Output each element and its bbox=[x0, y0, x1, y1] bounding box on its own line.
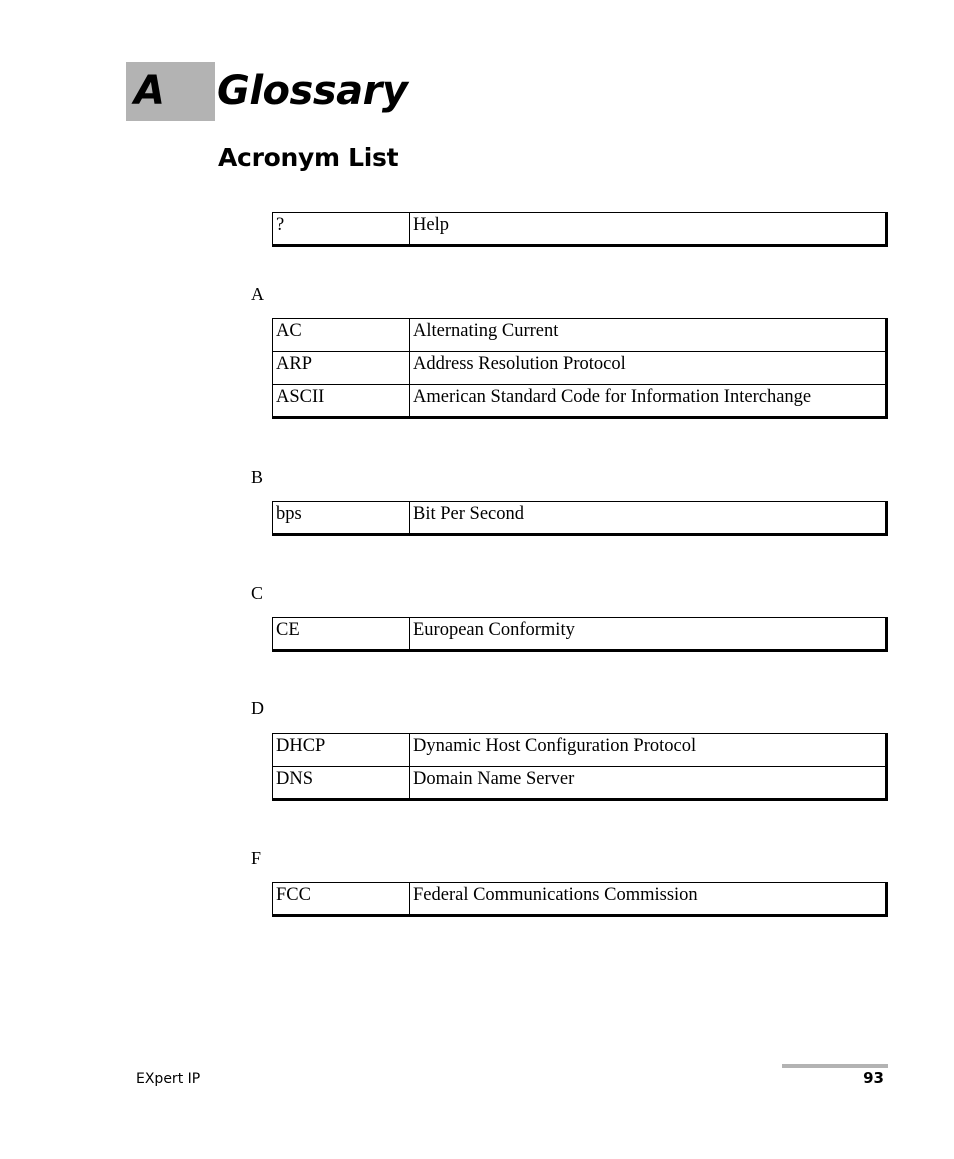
acronym-cell: FCC bbox=[273, 883, 410, 916]
table-row bbox=[273, 213, 887, 246]
table-row bbox=[273, 767, 887, 800]
definition-cell: European Conformity bbox=[413, 620, 575, 640]
acronym-cell: bps bbox=[273, 502, 410, 535]
table-row bbox=[273, 734, 887, 767]
footer-document-name: EXpert IP bbox=[136, 1071, 201, 1087]
section-title: Acronym List bbox=[218, 143, 399, 172]
acronym-cell: DNS bbox=[273, 767, 410, 800]
footer-divider bbox=[782, 1064, 888, 1068]
definition-cell: American Standard Code for Information Interchange bbox=[413, 387, 812, 407]
definition-cell: Help bbox=[413, 215, 449, 235]
chapter-letter: A bbox=[134, 68, 165, 114]
definition-cell: Alternating Current bbox=[410, 319, 887, 352]
acronym-cell: CE bbox=[273, 618, 410, 651]
table-row bbox=[273, 319, 887, 352]
acronym-cell: AC bbox=[273, 319, 410, 352]
table-row bbox=[273, 618, 887, 651]
definition-cell: Address Resolution Protocol bbox=[410, 352, 887, 385]
table-row bbox=[273, 883, 887, 916]
acronym-table-b bbox=[272, 501, 888, 536]
acronym-table-f bbox=[272, 882, 888, 917]
acronym-table-a bbox=[272, 318, 888, 419]
acronym-cell: ASCII bbox=[273, 385, 410, 418]
definition-cell: Federal Communications Commission bbox=[413, 885, 698, 905]
definition-cell: Dynamic Host Configuration Protocol bbox=[410, 734, 887, 767]
group-letter-d: D bbox=[251, 698, 264, 718]
chapter-title: Glossary bbox=[217, 68, 408, 114]
acronym-cell: ARP bbox=[273, 352, 410, 385]
table-row bbox=[273, 352, 887, 385]
page-number: 93 bbox=[863, 1069, 884, 1087]
table-row bbox=[273, 385, 887, 418]
group-letter-a: A bbox=[251, 284, 264, 304]
acronym-table-d bbox=[272, 733, 888, 801]
table-row bbox=[273, 502, 887, 535]
group-letter-b: B bbox=[251, 467, 264, 487]
acronym-cell: DHCP bbox=[273, 734, 410, 767]
group-letter-f: F bbox=[251, 848, 262, 868]
acronym-table-symbols bbox=[272, 212, 888, 247]
acronym-cell: ? bbox=[273, 213, 410, 246]
definition-cell: Domain Name Server bbox=[413, 769, 575, 789]
definition-cell: Bit Per Second bbox=[413, 504, 524, 524]
acronym-table-c bbox=[272, 617, 888, 652]
group-letter-c: C bbox=[251, 583, 264, 603]
